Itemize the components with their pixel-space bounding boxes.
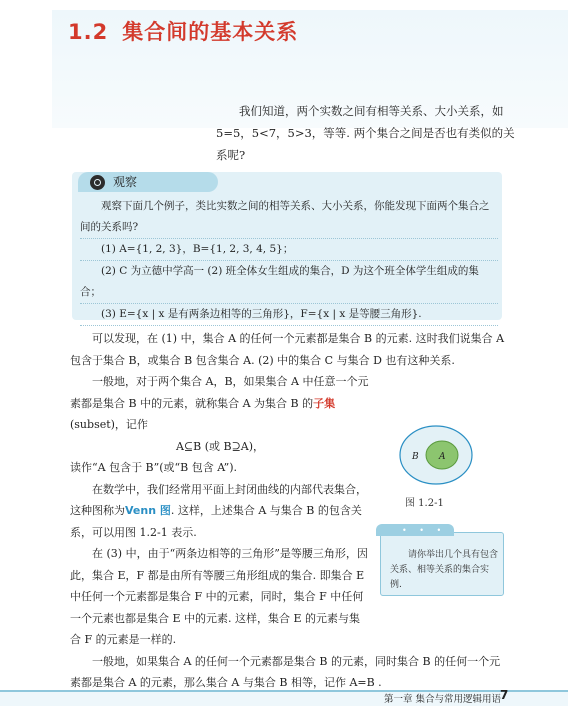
- intro-paragraph: [216, 100, 516, 166]
- section-title: [68, 16, 298, 46]
- set-b-label: B: [412, 452, 419, 462]
- observe-item-3: (3) E={x | x 是有两条边相等的三角形}，F={x | x 是等腰三角形}.: [80, 304, 498, 326]
- observe-body: [80, 196, 498, 326]
- intro-text: 我们知道，两个实数之间有相等关系、大小关系，如5=5，5<7，5>3，等等. 两个集合之间是否也有类似的关系呢?: [216, 104, 515, 162]
- section-heading: 集合间的基本关系: [122, 20, 299, 44]
- subset-formula: A⊆B (或 B⊇A)，: [175, 439, 265, 453]
- observe-circle-icon: [90, 175, 105, 190]
- subset-definition-text: 一般地，对于两个集合 A，B，如果集合 A 中任意一个元素都是集合 B 中的元素，就称集合 A 为集合 B 的: [70, 375, 369, 410]
- venn-diagram-svg: [398, 424, 474, 486]
- section-number: 1.2: [68, 20, 109, 44]
- observe-item-1: (1) A={1, 2, 3}，B={1, 2, 3, 4, 5}；: [80, 239, 498, 261]
- observe-label: 观察: [113, 175, 138, 189]
- note-text: 请你举出几个具有包含关系、相等关系的集合实例.: [390, 550, 499, 590]
- subset-term: 子集: [313, 396, 336, 410]
- subset-reading: 读作“A 包含于 B”(或“B 包含 A”).: [70, 461, 237, 474]
- set-a-label: A: [439, 452, 446, 462]
- main-text: [70, 328, 510, 694]
- note-dots: • • •: [402, 526, 447, 535]
- figure-caption: 图 1.2-1: [405, 498, 444, 509]
- observe-prompt: 观察下面几个例子，类比实数之间的相等关系、大小关系，你能发现下面两个集合之间的关系吗?: [80, 196, 498, 239]
- paragraph-venn: [70, 479, 370, 544]
- observe-item-2: (2) C 为立德中学高一 (2) 班全体女生组成的集合，D 为这个班全体学生组成的集合；: [80, 261, 498, 304]
- venn-term: Venn 图: [125, 504, 171, 517]
- footer-chapter: 第一章 集合与常用逻辑用语: [384, 694, 502, 705]
- paragraph-discovery: 可以发现，在 (1) 中，集合 A 的任何一个元素都是集合 B 的元素. 这时我们说集合 A 包含于集合 B，或集合 B 包含集合 A. (2) 中的集合 C 与集合 D 也有这种关系.: [70, 332, 505, 367]
- venn-diagram: [398, 424, 474, 486]
- venn-definition-text: 在数学中，我们经常用平面上封闭曲线的内部代表集合，这种图称为: [70, 482, 367, 517]
- page-number: 7: [500, 688, 509, 702]
- paragraph-equal-sets-example: 在 (3) 中，由于“两条边相等的三角形”是等腰三角形，因此，集合 E，F 都是由所有等腰三角形组成的集合. 即集合 E 中任何一个元素都是集合 F 中的元素，同时，集合 F 中任何一个元素也都是集合 E 中的元素. 这样，集合 E 的元素与集合 F 的元素是一样的.: [70, 547, 368, 646]
- subset-english: (subset)，记作: [70, 418, 148, 431]
- venn-definition-tail: . 这样，上述集合 A 与集合 B 的包含关系，可以用图 1.2-1 表示.: [70, 504, 362, 539]
- paragraph-subset-definition: [70, 371, 370, 436]
- paragraph-equal-sets-definition: 一般地，如果集合 A 的任何一个元素都是集合 B 的元素，同时集合 B 的任何一个元素都是集合 A 的元素，那么集合 A 与集合 B 相等，记作 A=B .: [70, 654, 501, 689]
